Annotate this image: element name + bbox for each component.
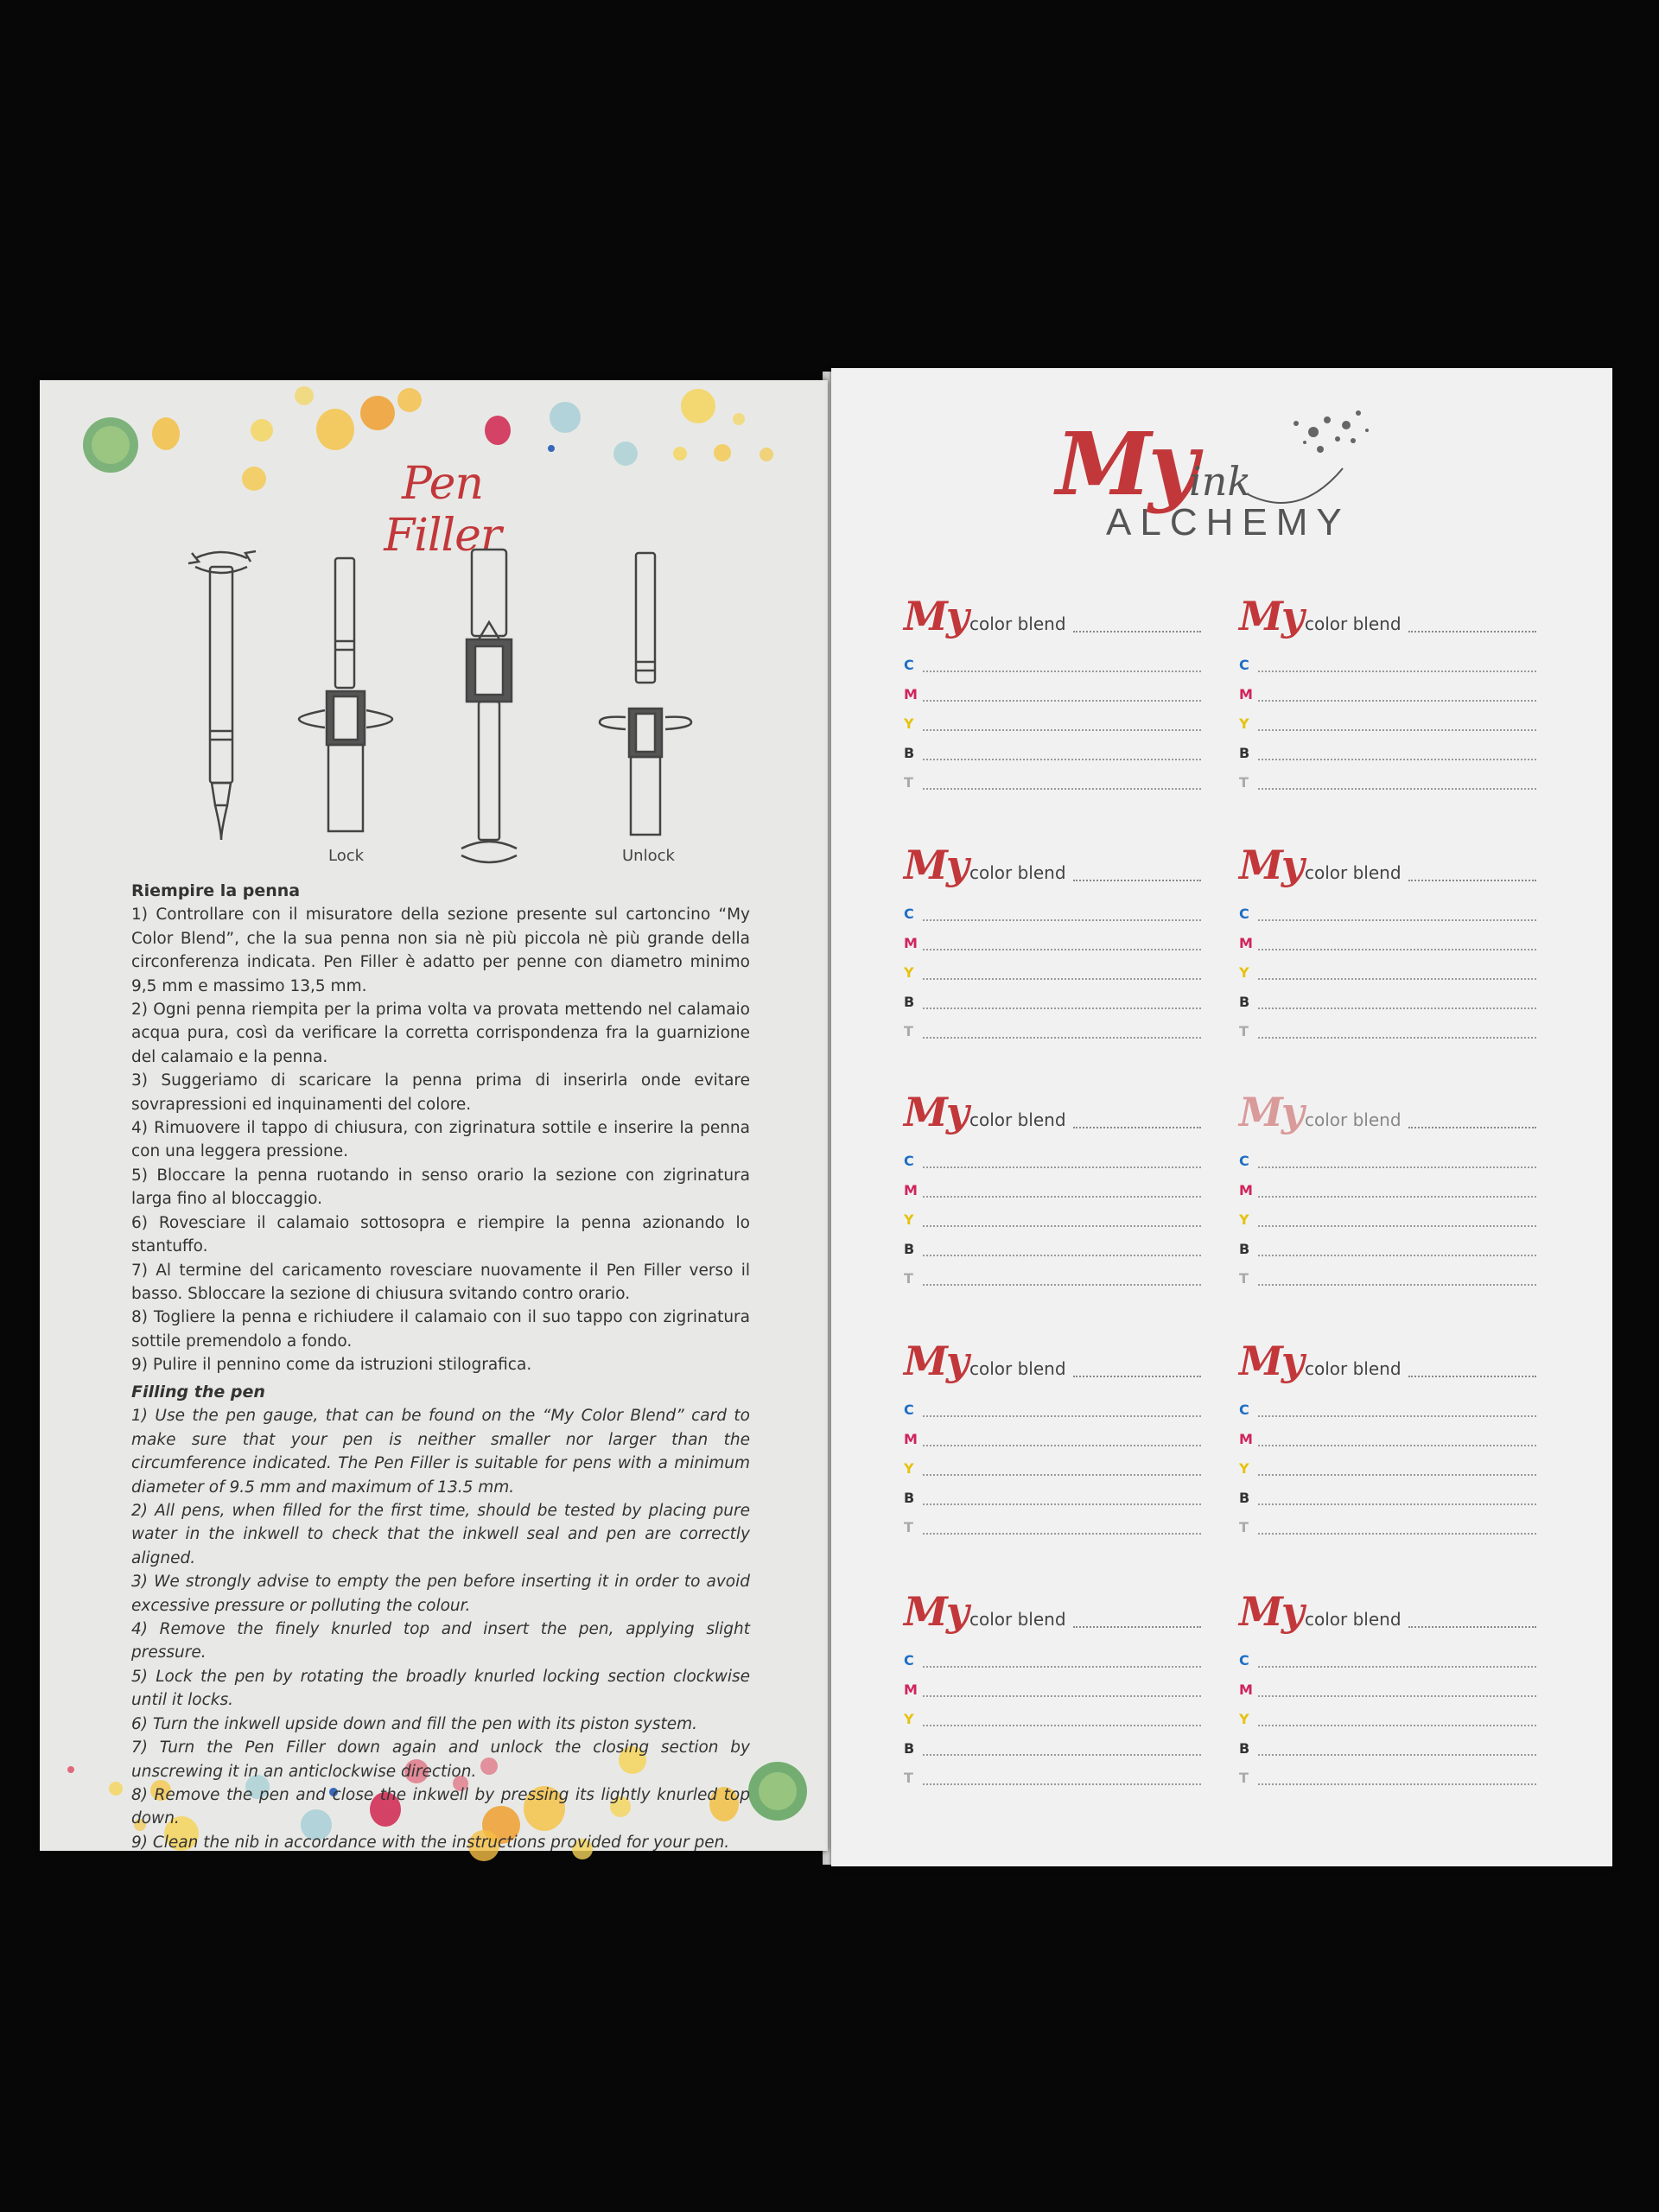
card-row-c <box>1239 906 1536 923</box>
card-row-key: B <box>904 745 915 761</box>
card-row-dotted-line <box>1258 1474 1536 1476</box>
card-row-b <box>1239 1740 1536 1758</box>
card-my-script: My <box>904 593 968 639</box>
card-row-key: M <box>1239 1431 1253 1447</box>
logo-alchemy: ALCHEMY <box>1106 501 1351 543</box>
card-row-m <box>904 1681 1201 1699</box>
card-row-dotted-line <box>1258 700 1536 702</box>
card-row-b <box>1239 1241 1536 1258</box>
card-color-blend-label: color blend <box>1305 1109 1402 1130</box>
card-row-t <box>1239 1270 1536 1287</box>
card-row-y <box>904 1460 1201 1478</box>
card-row-key: M <box>904 686 918 702</box>
lock-label: Lock <box>328 847 365 865</box>
card-row-key: B <box>1239 1241 1250 1257</box>
card-row-y <box>904 715 1201 733</box>
card-row-t <box>904 1270 1201 1287</box>
italian-step: 6) Rovesciare il calamaio sottosopra e riempire la penna azionando lo stantuffo. <box>131 1213 750 1256</box>
card-row-dotted-line <box>923 1255 1201 1256</box>
card-row-key: B <box>1239 1740 1250 1757</box>
card-row-c <box>904 1153 1201 1170</box>
card-color-blend-label: color blend <box>969 1109 1066 1130</box>
card-my-script: My <box>904 1338 968 1384</box>
english-step: 7) Turn the Pen Filler down again and unlock the closing section by unscrewing it in an anticlockwise direction. <box>131 1738 750 1781</box>
english-heading: Filling the pen <box>131 1382 265 1402</box>
card-row-y <box>1239 1711 1536 1728</box>
card-row-y <box>1239 1460 1536 1478</box>
card-row-key: C <box>904 906 914 922</box>
card-my-script: My <box>904 1588 968 1635</box>
card-name-line <box>1073 631 1201 632</box>
card-my-script: My <box>1239 1089 1303 1135</box>
card-row-dotted-line <box>923 1503 1201 1505</box>
card-row-t <box>1239 1519 1536 1536</box>
card-row-key: B <box>1239 994 1250 1010</box>
card-color-blend-label: color blend <box>1305 1609 1402 1630</box>
card-row-dotted-line <box>923 700 1201 702</box>
card-row-t <box>904 1023 1201 1040</box>
card-row-key: Y <box>904 1460 914 1477</box>
card-name-line <box>1408 1626 1536 1628</box>
card-row-key: M <box>1239 935 1253 951</box>
card-row-b <box>904 745 1201 762</box>
card-row-dotted-line <box>1258 1415 1536 1417</box>
card-row-dotted-line <box>1258 919 1536 921</box>
card-row-c <box>1239 1652 1536 1669</box>
card-row-dotted-line <box>923 729 1201 731</box>
card-row-key: T <box>904 1023 913 1039</box>
card-row-dotted-line <box>1258 1166 1536 1168</box>
card-row-key: T <box>1239 1270 1249 1287</box>
card-my-script: My <box>1239 842 1303 888</box>
card-row-c <box>904 1402 1201 1419</box>
card-row-t <box>1239 1770 1536 1787</box>
card-row-key: Y <box>904 1711 914 1727</box>
card-row-y <box>1239 964 1536 982</box>
card-row-dotted-line <box>923 1415 1201 1417</box>
card-row-key: T <box>904 774 913 791</box>
card-name-line <box>1408 631 1536 632</box>
italian-step: 3) Suggeriamo di scaricare la penna prima di inserirla onde evitare sovrapressioni ed inquinamenti del colore. <box>131 1071 750 1114</box>
card-row-key: Y <box>904 964 914 981</box>
color-blend-card <box>904 842 1201 1052</box>
card-row-dotted-line <box>923 1725 1201 1726</box>
card-row-y <box>904 964 1201 982</box>
card-row-key: T <box>1239 1770 1249 1786</box>
card-row-key: B <box>1239 1490 1250 1506</box>
card-name-line <box>1408 880 1536 881</box>
english-step: 6) Turn the inkwell upside down and fill the pen with its piston system. <box>131 1714 698 1733</box>
card-row-key: C <box>1239 1153 1249 1169</box>
english-step: 1) Use the pen gauge, that can be found on the “My Color Blend” card to make sure that your pen is neither smaller nor larger than the circumference indicated. The Pen Filler is suitable for pens with a minimum diameter of 9.5 mm and maximum of 13.5 mm. <box>131 1407 750 1497</box>
card-row-c <box>904 1652 1201 1669</box>
card-row-key: M <box>1239 686 1253 702</box>
color-blend-card <box>1239 842 1536 1052</box>
card-row-c <box>1239 1402 1536 1419</box>
card-row-dotted-line <box>1258 1725 1536 1726</box>
card-row-b <box>1239 745 1536 762</box>
card-row-b <box>904 1740 1201 1758</box>
english-step: 9) Clean the nib in accordance with the instructions provided for your pen. <box>131 1833 730 1852</box>
card-row-dotted-line <box>1258 1666 1536 1668</box>
card-row-key: C <box>904 1153 914 1169</box>
card-name-line <box>1408 1376 1536 1377</box>
card-row-dotted-line <box>923 1007 1201 1009</box>
card-name-line <box>1073 1376 1201 1377</box>
card-row-dotted-line <box>1258 759 1536 760</box>
color-blend-card <box>904 1588 1201 1799</box>
card-row-b <box>904 1490 1201 1507</box>
card-row-dotted-line <box>923 759 1201 760</box>
card-row-key: M <box>904 1681 918 1698</box>
card-row-key: Y <box>1239 1460 1249 1477</box>
card-row-m <box>1239 1431 1536 1448</box>
english-step: 3) We strongly advise to empty the pen before inserting it in order to avoid excessive pressure or polluting the colour. <box>131 1573 750 1615</box>
card-my-script: My <box>1239 1588 1303 1635</box>
card-color-blend-label: color blend <box>969 613 1066 634</box>
card-row-c <box>904 657 1201 674</box>
card-row-key: B <box>904 1740 915 1757</box>
card-row-dotted-line <box>923 1166 1201 1168</box>
italian-step: 7) Al termine del caricamento rovesciare nuovamente il Pen Filler verso il basso. Sbloccare la sezione di chiusura svitando contro orario. <box>131 1261 750 1303</box>
card-row-key: Y <box>1239 1211 1249 1228</box>
italian-heading: Riempire la penna <box>131 881 301 900</box>
card-row-key: M <box>904 935 918 951</box>
card-row-key: T <box>1239 774 1249 791</box>
card-row-dotted-line <box>923 919 1201 921</box>
logo-my: My <box>1056 413 1195 515</box>
card-my-script: My <box>904 1089 968 1135</box>
card-row-key: T <box>1239 1519 1249 1535</box>
card-color-blend-label: color blend <box>969 1609 1066 1630</box>
card-row-key: C <box>1239 1652 1249 1669</box>
card-row-dotted-line <box>923 978 1201 980</box>
card-row-dotted-line <box>1258 1284 1536 1286</box>
card-row-key: B <box>904 1241 915 1257</box>
card-row-dotted-line <box>1258 1196 1536 1198</box>
card-name-line <box>1073 880 1201 881</box>
card-row-c <box>904 906 1201 923</box>
card-row-key: B <box>1239 745 1250 761</box>
card-name-line <box>1073 1626 1201 1628</box>
english-step: 2) All pens, when filled for the first time, should be tested by placing pure water in the inkwell to check that the inkwell seal and pen are correctly aligned. <box>131 1502 750 1567</box>
italian-step: 5) Bloccare la penna ruotando in senso orario la sezione con zigrinatura larga fino al bloccaggio. <box>131 1166 750 1209</box>
card-color-blend-label: color blend <box>1305 862 1402 883</box>
english-step: 4) Remove the finely knurled top and insert the pen, applying slight pressure. <box>131 1620 750 1662</box>
card-row-key: C <box>1239 1402 1249 1418</box>
card-row-dotted-line <box>1258 1783 1536 1785</box>
card-color-blend-label: color blend <box>1305 613 1402 634</box>
card-row-dotted-line <box>923 1695 1201 1697</box>
card-row-dotted-line <box>1258 729 1536 731</box>
italian-step: 8) Togliere la penna e richiudere il calamaio con il suo tappo con zigrinatura sottile premendolo a fondo. <box>131 1308 750 1351</box>
card-row-dotted-line <box>1258 949 1536 950</box>
logo-ink: ink <box>1189 458 1252 505</box>
english-step: 5) Lock the pen by rotating the broadly knurled locking section clockwise until it locks. <box>131 1667 750 1710</box>
card-color-blend-label: color blend <box>1305 1358 1402 1379</box>
card-row-key: M <box>904 1431 918 1447</box>
card-row-key: C <box>904 1402 914 1418</box>
color-blend-card <box>1239 1588 1536 1799</box>
card-row-m <box>904 935 1201 952</box>
card-row-key: C <box>1239 657 1249 673</box>
card-row-dotted-line <box>1258 671 1536 672</box>
card-name-line <box>1073 1127 1201 1128</box>
card-row-key: T <box>904 1770 913 1786</box>
card-row-key: C <box>1239 906 1249 922</box>
card-row-dotted-line <box>1258 1225 1536 1227</box>
card-row-key: T <box>904 1270 913 1287</box>
card-row-dotted-line <box>923 1474 1201 1476</box>
italian-step: 1) Controllare con il misuratore della sezione presente sul cartoncino “My Color Blend”, che la sua penna non sia nè più piccola nè più grande della circonferenza indicata. Pen Filler è adatto per penne con diametro minimo 9,5 mm e massimo 13,5 mm. <box>131 906 750 995</box>
card-row-dotted-line <box>1258 978 1536 980</box>
card-row-m <box>1239 1182 1536 1199</box>
card-row-b <box>904 994 1201 1011</box>
card-row-dotted-line <box>1258 1037 1536 1039</box>
card-row-dotted-line <box>923 1196 1201 1198</box>
card-my-script: My <box>1239 1338 1303 1384</box>
card-row-m <box>904 1431 1201 1448</box>
card-row-dotted-line <box>923 949 1201 950</box>
card-row-y <box>1239 715 1536 733</box>
card-row-t <box>904 1770 1201 1787</box>
card-row-dotted-line <box>923 1037 1201 1039</box>
card-row-c <box>1239 1153 1536 1170</box>
card-row-dotted-line <box>923 1445 1201 1446</box>
card-row-dotted-line <box>1258 1754 1536 1756</box>
card-row-c <box>1239 657 1536 674</box>
card-row-dotted-line <box>923 671 1201 672</box>
card-row-dotted-line <box>1258 1445 1536 1446</box>
italian-step: 9) Pulire il pennino come da istruzioni stilografica. <box>131 1356 532 1375</box>
card-row-key: Y <box>904 1211 914 1228</box>
card-row-key: M <box>1239 1681 1253 1698</box>
color-blend-card <box>904 1089 1201 1300</box>
color-blend-card <box>904 1338 1201 1548</box>
card-row-b <box>1239 994 1536 1011</box>
card-row-key: T <box>1239 1023 1249 1039</box>
card-row-dotted-line <box>1258 1007 1536 1009</box>
card-row-key: B <box>904 994 915 1010</box>
card-row-dotted-line <box>1258 1695 1536 1697</box>
card-row-dotted-line <box>923 1225 1201 1227</box>
card-row-y <box>904 1711 1201 1728</box>
card-color-blend-label: color blend <box>969 1358 1066 1379</box>
italian-step: 2) Ogni penna riempita per la prima volta va provata mettendo nel calamaio acqua pura, così da verificare la corretta corrispondenza fra la guarnizione del calamaio e la penna. <box>131 1001 750 1066</box>
card-my-script: My <box>904 842 968 888</box>
card-name-line <box>1408 1127 1536 1128</box>
card-row-dotted-line <box>923 1284 1201 1286</box>
card-row-t <box>1239 774 1536 791</box>
card-row-dotted-line <box>923 1533 1201 1535</box>
card-row-dotted-line <box>923 788 1201 790</box>
card-row-key: T <box>904 1519 913 1535</box>
color-blend-card <box>1239 1338 1536 1548</box>
italian-step: 4) Rimuovere il tappo di chiusura, con zigrinatura sottile e inserire la penna con una leggera pressione. <box>131 1119 750 1161</box>
card-row-dotted-line <box>1258 1503 1536 1505</box>
card-row-m <box>1239 1681 1536 1699</box>
card-row-b <box>904 1241 1201 1258</box>
unlock-label: Unlock <box>622 847 675 865</box>
card-row-t <box>1239 1023 1536 1040</box>
card-row-key: M <box>904 1182 918 1198</box>
card-row-dotted-line <box>923 1666 1201 1668</box>
english-step: 8) Remove the pen and close the inkwell by pressing its lightly knurled top down. <box>131 1785 750 1828</box>
card-row-dotted-line <box>1258 1255 1536 1256</box>
card-row-t <box>904 774 1201 791</box>
pen-filler-title: Pen Filler <box>384 458 501 562</box>
card-row-m <box>1239 686 1536 703</box>
color-blend-card <box>1239 593 1536 804</box>
card-my-script: My <box>1239 593 1303 639</box>
card-row-t <box>904 1519 1201 1536</box>
card-row-b <box>1239 1490 1536 1507</box>
card-row-m <box>904 1182 1201 1199</box>
card-row-y <box>904 1211 1201 1229</box>
card-row-y <box>1239 1211 1536 1229</box>
card-row-m <box>904 686 1201 703</box>
card-row-dotted-line <box>1258 788 1536 790</box>
card-row-dotted-line <box>923 1754 1201 1756</box>
card-row-key: Y <box>904 715 914 732</box>
card-row-key: C <box>904 657 914 673</box>
card-row-key: C <box>904 1652 914 1669</box>
card-row-key: Y <box>1239 1711 1249 1727</box>
color-blend-card <box>1239 1089 1536 1300</box>
card-row-m <box>1239 935 1536 952</box>
card-row-key: Y <box>1239 964 1249 981</box>
card-row-key: M <box>1239 1182 1253 1198</box>
color-blend-card <box>904 593 1201 804</box>
card-row-key: Y <box>1239 715 1249 732</box>
card-row-dotted-line <box>1258 1533 1536 1535</box>
card-row-dotted-line <box>923 1783 1201 1785</box>
card-row-key: B <box>904 1490 915 1506</box>
card-color-blend-label: color blend <box>969 862 1066 883</box>
